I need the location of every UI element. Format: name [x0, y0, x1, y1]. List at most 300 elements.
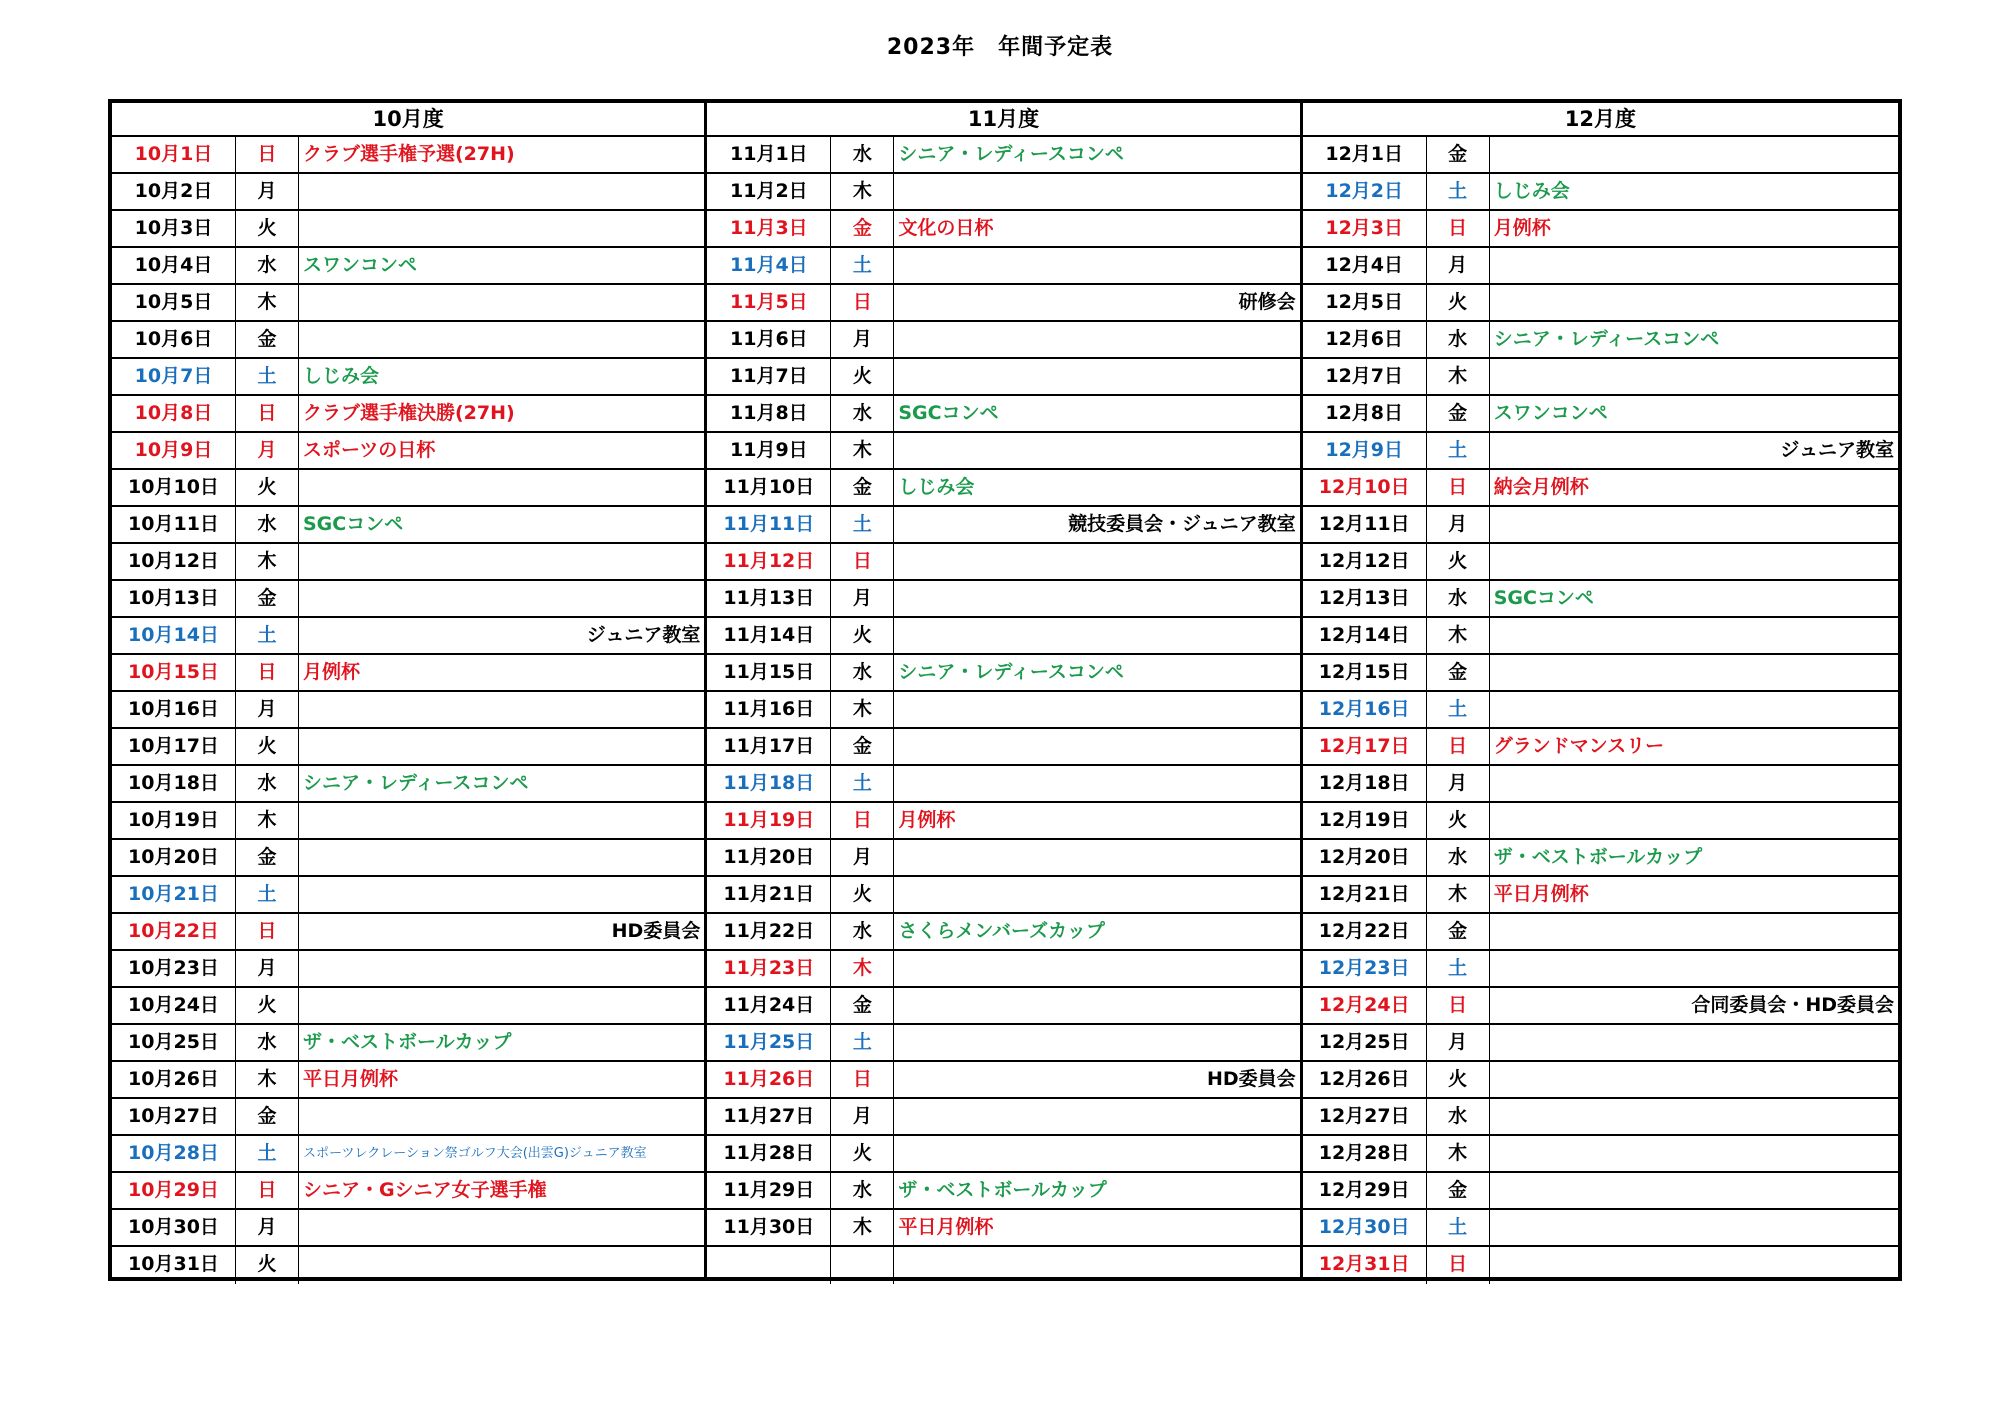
day-row [1303, 951, 1898, 988]
month-rows [112, 137, 704, 1284]
date-cell: 11月4日 [707, 248, 831, 283]
event-cell [299, 1210, 704, 1245]
day-row [707, 211, 1299, 248]
weekday-cell: 金 [1427, 914, 1490, 949]
weekday-cell: 土 [1427, 433, 1490, 468]
weekday-cell: 土 [1427, 174, 1490, 209]
date-cell: 11月5日 [707, 285, 831, 320]
date-cell: 10月14日 [112, 618, 236, 653]
weekday-cell: 水 [831, 655, 894, 690]
date-cell: 11月8日 [707, 396, 831, 431]
event-cell: 平日月例杯 [303, 1068, 399, 1090]
event-cell [1490, 803, 1898, 838]
weekday-cell: 土 [831, 766, 894, 801]
event-cell [1490, 1062, 1898, 1097]
day-row [707, 174, 1299, 211]
day-row [707, 581, 1299, 618]
day-row [1303, 433, 1898, 470]
weekday-cell: 火 [236, 470, 299, 505]
event-cell: ザ・ベストボールカップ [898, 1179, 1107, 1201]
date-cell: 11月29日 [707, 1173, 831, 1208]
day-row [112, 766, 704, 803]
date-cell: 11月2日 [707, 174, 831, 209]
weekday-cell: 日 [831, 1062, 894, 1097]
weekday-cell: 月 [1427, 507, 1490, 542]
day-row [707, 729, 1299, 766]
event-cell: 月例杯 [1493, 217, 1551, 239]
day-row [707, 914, 1299, 951]
weekday-cell: 日 [236, 137, 299, 172]
weekday-cell [831, 1247, 894, 1284]
date-cell: 12月1日 [1303, 137, 1427, 172]
event-cell: 競技委員会・ジュニア教室 [1068, 513, 1296, 535]
date-cell: 11月26日 [707, 1062, 831, 1097]
date-cell: 10月6日 [112, 322, 236, 357]
weekday-cell: 木 [236, 285, 299, 320]
date-cell: 10月18日 [112, 766, 236, 801]
event-cell [1490, 507, 1898, 542]
event-cell: 月例杯 [898, 809, 956, 831]
day-row [707, 359, 1299, 396]
month-header: 10月度 [112, 103, 704, 137]
event-cell [1490, 914, 1898, 949]
event-cell [299, 285, 704, 320]
event-cell [1490, 137, 1898, 172]
day-row [707, 1062, 1299, 1099]
weekday-cell: 月 [236, 174, 299, 209]
day-row [1303, 877, 1898, 914]
month-column-november [707, 103, 1302, 1277]
weekday-cell: 木 [831, 1210, 894, 1245]
weekday-cell: 木 [831, 692, 894, 727]
day-row [112, 840, 704, 877]
weekday-cell: 月 [831, 322, 894, 357]
weekday-cell: 水 [1427, 1099, 1490, 1134]
weekday-cell: 日 [831, 544, 894, 579]
date-cell: 10月12日 [112, 544, 236, 579]
event-cell: シニア・レディースコンペ [303, 772, 529, 794]
month-rows [1303, 137, 1898, 1284]
weekday-cell: 木 [1427, 359, 1490, 394]
event-cell [894, 766, 1299, 801]
day-row [112, 1099, 704, 1136]
weekday-cell: 月 [1427, 248, 1490, 283]
date-cell: 11月3日 [707, 211, 831, 246]
day-row [707, 248, 1299, 285]
day-row [1303, 396, 1898, 433]
event-cell: さくらメンバーズカップ [898, 920, 1105, 942]
day-row [707, 1247, 1299, 1284]
day-row [1303, 1099, 1898, 1136]
weekday-cell: 金 [236, 840, 299, 875]
day-row [112, 211, 704, 248]
event-cell [299, 988, 704, 1023]
date-cell: 12月21日 [1303, 877, 1427, 912]
event-cell [1490, 1210, 1898, 1245]
date-cell: 11月30日 [707, 1210, 831, 1245]
day-row [1303, 1210, 1898, 1247]
date-cell: 11月28日 [707, 1136, 831, 1171]
date-cell: 11月6日 [707, 322, 831, 357]
day-row [707, 433, 1299, 470]
date-cell: 12月22日 [1303, 914, 1427, 949]
event-cell: 文化の日杯 [898, 217, 994, 239]
day-row [112, 655, 704, 692]
date-cell: 12月28日 [1303, 1136, 1427, 1171]
day-row [707, 137, 1299, 174]
date-cell: 10月8日 [112, 396, 236, 431]
date-cell: 11月11日 [707, 507, 831, 542]
event-cell: シニア・レディースコンペ [1493, 328, 1720, 350]
date-cell: 10月10日 [112, 470, 236, 505]
date-cell: 12月10日 [1303, 470, 1427, 505]
event-cell [1490, 1136, 1898, 1171]
day-row [1303, 914, 1898, 951]
date-cell: 11月24日 [707, 988, 831, 1023]
day-row [112, 581, 704, 618]
date-cell: 12月4日 [1303, 248, 1427, 283]
weekday-cell: 火 [1427, 285, 1490, 320]
date-cell: 10月31日 [112, 1247, 236, 1284]
day-row [112, 1173, 704, 1210]
weekday-cell: 月 [236, 1210, 299, 1245]
day-row [707, 618, 1299, 655]
day-row [112, 1025, 704, 1062]
weekday-cell: 木 [831, 951, 894, 986]
month-header: 12月度 [1303, 103, 1898, 137]
weekday-cell: 月 [236, 692, 299, 727]
date-cell [707, 1247, 831, 1284]
event-cell [1490, 359, 1898, 394]
weekday-cell: 土 [236, 359, 299, 394]
date-cell: 10月30日 [112, 1210, 236, 1245]
weekday-cell: 金 [1427, 396, 1490, 431]
day-row [112, 914, 704, 951]
event-cell [894, 322, 1299, 357]
weekday-cell: 日 [236, 1173, 299, 1208]
event-cell [1490, 285, 1898, 320]
day-row [1303, 840, 1898, 877]
date-cell: 12月24日 [1303, 988, 1427, 1023]
event-cell: しじみ会 [1493, 180, 1570, 202]
event-cell [1490, 951, 1898, 986]
event-cell: 平日月例杯 [898, 1216, 994, 1238]
day-row [1303, 729, 1898, 766]
weekday-cell: 土 [236, 618, 299, 653]
date-cell: 10月19日 [112, 803, 236, 838]
day-row [112, 396, 704, 433]
day-row [112, 507, 704, 544]
event-cell: 平日月例杯 [1493, 883, 1589, 905]
day-row [112, 359, 704, 396]
weekday-cell: 土 [831, 248, 894, 283]
weekday-cell: 木 [1427, 1136, 1490, 1171]
date-cell: 11月13日 [707, 581, 831, 616]
day-row [112, 322, 704, 359]
day-row [1303, 988, 1898, 1025]
weekday-cell: 水 [236, 248, 299, 283]
day-row [1303, 211, 1898, 248]
weekday-cell: 火 [831, 359, 894, 394]
event-cell [1490, 1173, 1898, 1208]
day-row [112, 951, 704, 988]
day-row [112, 248, 704, 285]
day-row [112, 285, 704, 322]
weekday-cell: 木 [831, 433, 894, 468]
weekday-cell: 金 [831, 211, 894, 246]
date-cell: 10月15日 [112, 655, 236, 690]
date-cell: 10月3日 [112, 211, 236, 246]
weekday-cell: 水 [236, 766, 299, 801]
date-cell: 10月26日 [112, 1062, 236, 1097]
day-row [707, 1210, 1299, 1247]
weekday-cell: 水 [831, 914, 894, 949]
day-row [1303, 803, 1898, 840]
day-row [1303, 581, 1898, 618]
event-cell: SGCコンペ [303, 513, 404, 535]
day-row [707, 544, 1299, 581]
date-cell: 11月27日 [707, 1099, 831, 1134]
day-row [1303, 248, 1898, 285]
date-cell: 10月17日 [112, 729, 236, 764]
weekday-cell: 日 [236, 655, 299, 690]
schedule-table [108, 99, 1902, 1281]
date-cell: 12月9日 [1303, 433, 1427, 468]
event-cell: ザ・ベストボールカップ [1493, 846, 1703, 868]
weekday-cell: 水 [1427, 322, 1490, 357]
event-cell [894, 1025, 1299, 1060]
event-cell [894, 988, 1299, 1023]
event-cell [299, 1247, 704, 1284]
event-cell: しじみ会 [898, 476, 975, 498]
date-cell: 12月15日 [1303, 655, 1427, 690]
date-cell: 10月13日 [112, 581, 236, 616]
date-cell: 11月19日 [707, 803, 831, 838]
weekday-cell: 金 [831, 470, 894, 505]
weekday-cell: 金 [236, 322, 299, 357]
day-row [707, 766, 1299, 803]
date-cell: 12月19日 [1303, 803, 1427, 838]
day-row [112, 618, 704, 655]
event-cell: シニア・レディースコンペ [898, 143, 1124, 165]
weekday-cell: 日 [831, 803, 894, 838]
day-row [1303, 692, 1898, 729]
event-cell: 月例杯 [303, 661, 361, 683]
weekday-cell: 木 [1427, 618, 1490, 653]
weekday-cell: 金 [831, 988, 894, 1023]
event-cell [894, 840, 1299, 875]
weekday-cell: 月 [1427, 766, 1490, 801]
weekday-cell: 日 [236, 396, 299, 431]
event-cell: HD委員会 [611, 920, 701, 942]
day-row [112, 174, 704, 211]
event-cell [894, 877, 1299, 912]
day-row [112, 1210, 704, 1247]
day-row [112, 433, 704, 470]
weekday-cell: 日 [1427, 211, 1490, 246]
weekday-cell: 土 [1427, 692, 1490, 727]
weekday-cell: 土 [1427, 951, 1490, 986]
event-cell [894, 692, 1299, 727]
weekday-cell: 水 [831, 1173, 894, 1208]
weekday-cell: 火 [236, 1247, 299, 1284]
date-cell: 11月7日 [707, 359, 831, 394]
day-row [112, 544, 704, 581]
weekday-cell: 日 [236, 914, 299, 949]
weekday-cell: 火 [236, 729, 299, 764]
weekday-cell: 金 [831, 729, 894, 764]
event-cell: シニア・レディースコンペ [898, 661, 1124, 683]
event-cell [299, 211, 704, 246]
date-cell: 10月16日 [112, 692, 236, 727]
date-cell: 10月21日 [112, 877, 236, 912]
weekday-cell: 木 [1427, 877, 1490, 912]
event-cell [299, 803, 704, 838]
day-row [707, 285, 1299, 322]
weekday-cell: 水 [831, 396, 894, 431]
date-cell: 12月23日 [1303, 951, 1427, 986]
date-cell: 12月14日 [1303, 618, 1427, 653]
day-row [707, 840, 1299, 877]
weekday-cell: 木 [236, 544, 299, 579]
date-cell: 12月20日 [1303, 840, 1427, 875]
day-row [707, 322, 1299, 359]
date-cell: 12月27日 [1303, 1099, 1427, 1134]
date-cell: 11月10日 [707, 470, 831, 505]
weekday-cell: 月 [236, 433, 299, 468]
weekday-cell: 火 [831, 618, 894, 653]
weekday-cell: 土 [831, 1025, 894, 1060]
date-cell: 11月18日 [707, 766, 831, 801]
weekday-cell: 金 [236, 581, 299, 616]
event-cell [894, 248, 1299, 283]
day-row [1303, 1025, 1898, 1062]
date-cell: 12月5日 [1303, 285, 1427, 320]
event-cell [299, 581, 704, 616]
weekday-cell: 火 [236, 988, 299, 1023]
event-cell [299, 544, 704, 579]
day-row [1303, 359, 1898, 396]
weekday-cell: 水 [1427, 840, 1490, 875]
event-cell: 納会月例杯 [1493, 476, 1589, 498]
date-cell: 12月25日 [1303, 1025, 1427, 1060]
day-row [707, 1173, 1299, 1210]
day-row [1303, 1247, 1898, 1284]
event-cell [1490, 766, 1898, 801]
date-cell: 12月11日 [1303, 507, 1427, 542]
weekday-cell: 水 [1427, 581, 1490, 616]
event-cell [299, 322, 704, 357]
weekday-cell: 月 [831, 581, 894, 616]
weekday-cell: 木 [831, 174, 894, 209]
weekday-cell: 水 [236, 1025, 299, 1060]
date-cell: 11月16日 [707, 692, 831, 727]
event-cell [894, 618, 1299, 653]
month-header: 11月度 [707, 103, 1299, 137]
page-title: 2023年 年間予定表 [886, 35, 1114, 60]
event-cell: スポーツの日杯 [303, 439, 436, 461]
day-row [1303, 655, 1898, 692]
date-cell: 10月22日 [112, 914, 236, 949]
weekday-cell: 土 [236, 877, 299, 912]
event-cell: ザ・ベストボールカップ [303, 1031, 512, 1053]
date-cell: 12月3日 [1303, 211, 1427, 246]
date-cell: 10月25日 [112, 1025, 236, 1060]
weekday-cell: 水 [236, 507, 299, 542]
date-cell: 12月12日 [1303, 544, 1427, 579]
weekday-cell: 日 [1427, 729, 1490, 764]
event-cell: シニア・Gシニア女子選手権 [303, 1179, 547, 1201]
date-cell: 12月7日 [1303, 359, 1427, 394]
event-cell [1490, 1099, 1898, 1134]
day-row [112, 1062, 704, 1099]
event-cell [894, 544, 1299, 579]
weekday-cell: 火 [1427, 544, 1490, 579]
weekday-cell: 月 [831, 1099, 894, 1134]
weekday-cell: 月 [831, 840, 894, 875]
date-cell: 10月11日 [112, 507, 236, 542]
weekday-cell: 月 [236, 951, 299, 986]
event-cell [299, 877, 704, 912]
event-cell [299, 951, 704, 986]
weekday-cell: 火 [1427, 803, 1490, 838]
weekday-cell: 火 [831, 1136, 894, 1171]
event-cell [894, 359, 1299, 394]
day-row [707, 692, 1299, 729]
weekday-cell: 日 [1427, 470, 1490, 505]
day-row [707, 988, 1299, 1025]
date-cell: 12月13日 [1303, 581, 1427, 616]
date-cell: 10月27日 [112, 1099, 236, 1134]
day-row [112, 1136, 704, 1173]
event-cell [299, 470, 704, 505]
weekday-cell: 火 [236, 211, 299, 246]
event-cell: ジュニア教室 [586, 624, 701, 646]
date-cell: 11月14日 [707, 618, 831, 653]
event-cell [1490, 692, 1898, 727]
date-cell: 10月7日 [112, 359, 236, 394]
day-row [112, 137, 704, 174]
day-row [1303, 507, 1898, 544]
event-cell: ジュニア教室 [1780, 439, 1895, 461]
event-cell [299, 692, 704, 727]
day-row [112, 803, 704, 840]
day-row [707, 470, 1299, 507]
date-cell: 10月9日 [112, 433, 236, 468]
event-cell [894, 729, 1299, 764]
event-cell: クラブ選手権決勝(27H) [303, 402, 515, 424]
day-row [1303, 322, 1898, 359]
weekday-cell: 金 [1427, 1173, 1490, 1208]
date-cell: 11月15日 [707, 655, 831, 690]
day-row [112, 1247, 704, 1284]
day-row [1303, 285, 1898, 322]
date-cell: 12月17日 [1303, 729, 1427, 764]
day-row [112, 988, 704, 1025]
date-cell: 11月9日 [707, 433, 831, 468]
event-cell [299, 729, 704, 764]
day-row [707, 507, 1299, 544]
day-row [707, 1136, 1299, 1173]
date-cell: 10月20日 [112, 840, 236, 875]
date-cell: 10月5日 [112, 285, 236, 320]
day-row [1303, 137, 1898, 174]
day-row [112, 877, 704, 914]
day-row [707, 396, 1299, 433]
event-cell: スワンコンペ [303, 254, 418, 276]
weekday-cell: 金 [236, 1099, 299, 1134]
day-row [1303, 1173, 1898, 1210]
